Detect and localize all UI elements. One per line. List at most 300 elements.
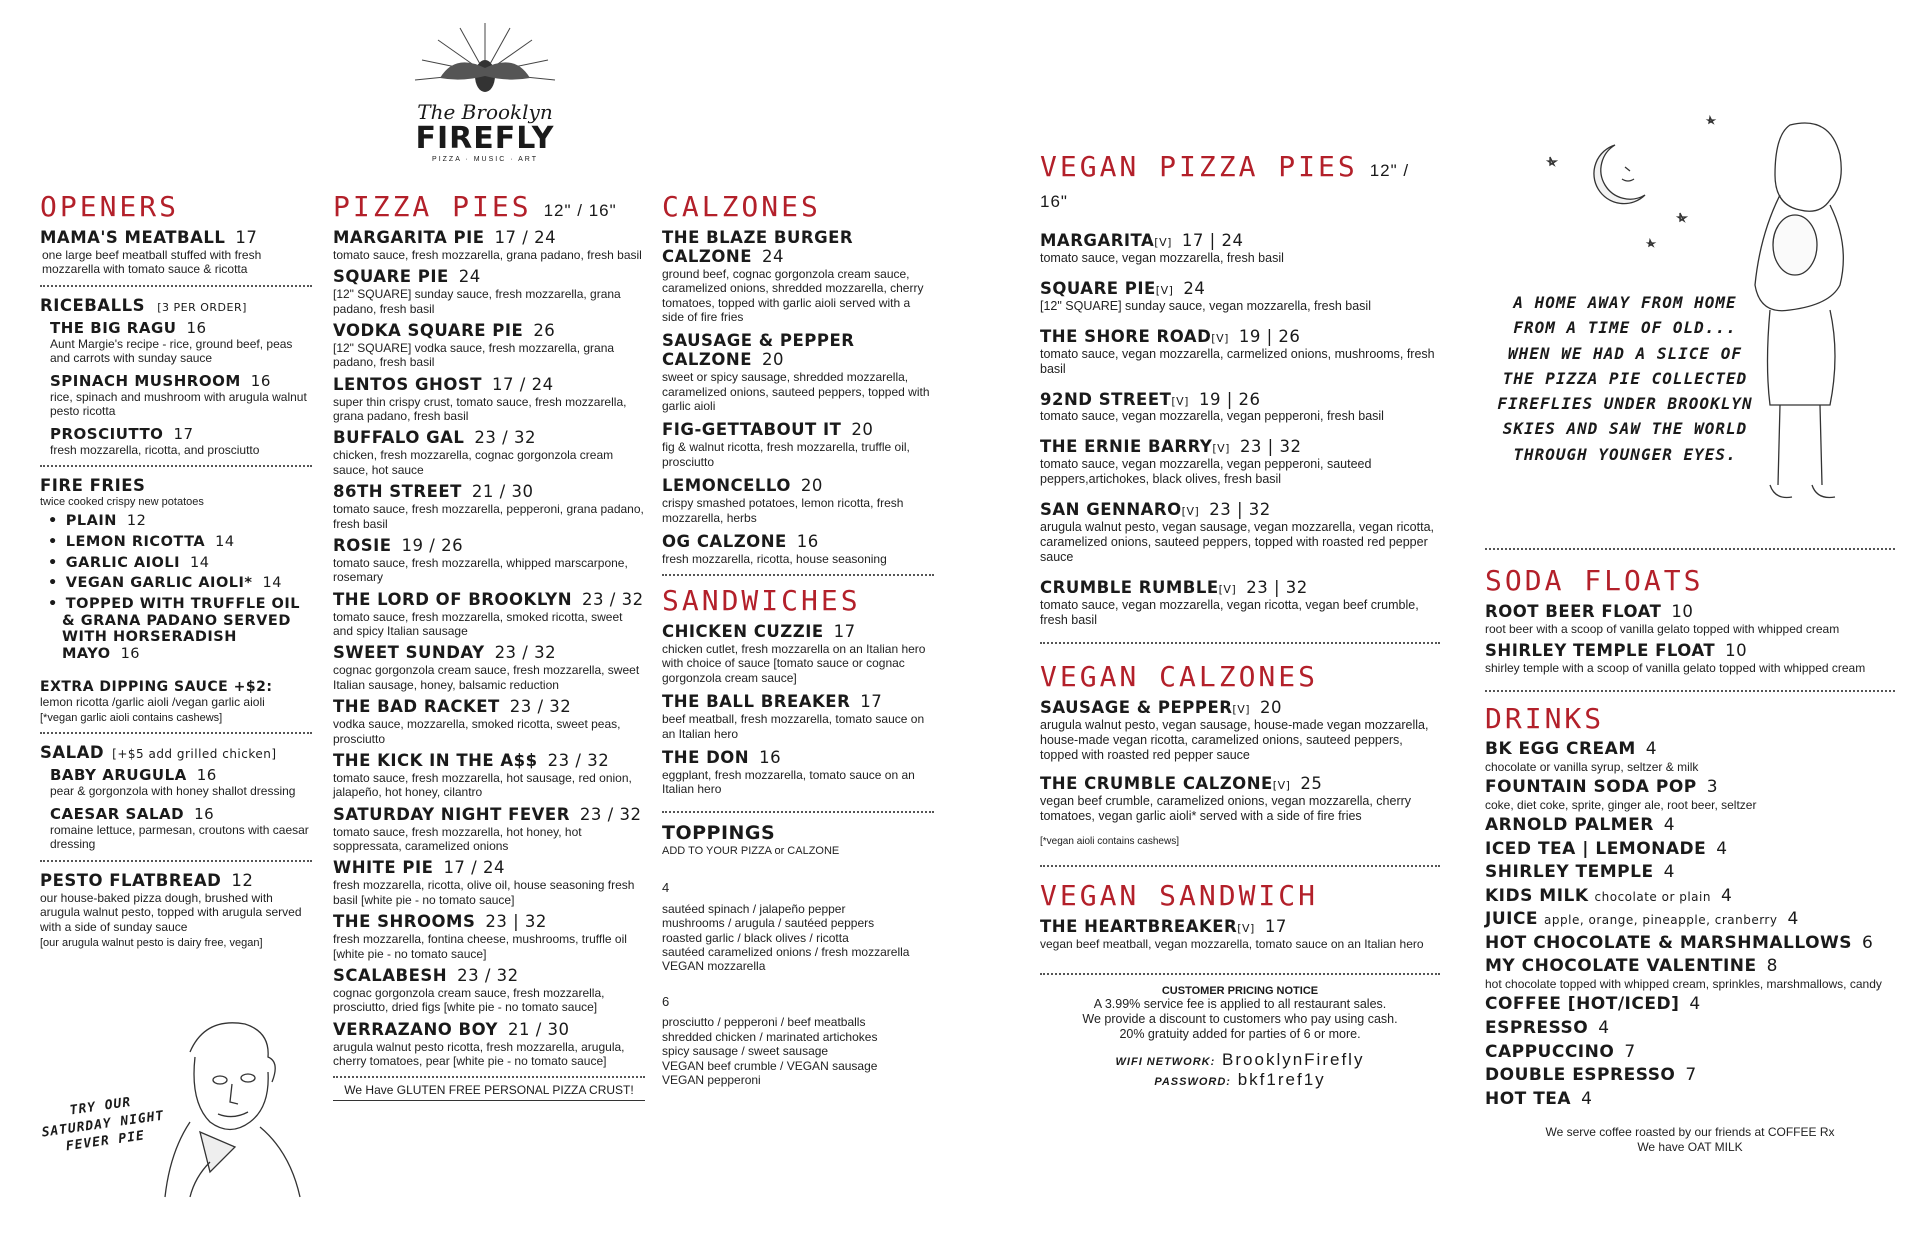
menu-item [333, 591, 645, 639]
item-price: 16 [194, 804, 215, 823]
pizza-sizes: 12" / 16" [543, 201, 617, 220]
toppings-price: 4 [662, 880, 670, 896]
item-name: THE SHROOMS [333, 912, 476, 932]
item-price: 17 [173, 424, 194, 443]
item-name: THE BAD RACKET [333, 697, 500, 717]
menu-item [1040, 328, 1440, 377]
item-price: 4 [1689, 994, 1701, 1015]
divider [40, 732, 312, 734]
item-name: THE CRUMBLE CALZONE [1040, 774, 1273, 794]
item-desc: super thin crispy crust, tomato sauce, fresh mozzarella, grana padano, fresh basil [333, 394, 627, 424]
item-desc: tomato sauce, fresh mozzarella, pepperoni, grana padano, fresh basil [333, 502, 644, 531]
menu-item [333, 644, 645, 692]
pizza-title [333, 192, 645, 223]
item-name: VODKA SQUARE PIE [333, 320, 524, 340]
item-price: 17 / 24 [494, 227, 557, 247]
item-tag: [V] [1232, 703, 1251, 717]
item-desc: one large beef meatball stuffed with fresh mozzarella with tomato sauce & ricotta [42, 247, 262, 277]
item-tag: [V] [1181, 505, 1200, 519]
item-desc: tomato sauce, fresh mozzarella, grana padano, fresh basil [333, 247, 642, 262]
item-name: SAN GENNARO [1040, 500, 1182, 520]
item-name: PROSCIUTTO [50, 424, 164, 443]
item-name: MARGARITA PIE [333, 227, 485, 247]
item-name: CHICKEN CUZZIE [662, 622, 824, 642]
item-price: 4 [1645, 739, 1658, 760]
item-desc: arugula walnut pesto ricotta, fresh mozzarella, arugula, cherry tomatoes, pear [white pie - no tomato sauce] [333, 1039, 625, 1069]
pricing-notice [1040, 985, 1440, 1090]
menu-item [333, 229, 645, 262]
item-price: 16 [186, 318, 207, 337]
man-sketch-icon [150, 1012, 310, 1202]
item-tag: [V] [1155, 283, 1174, 297]
item-name: 86TH STREET [333, 482, 462, 502]
menu-item [333, 537, 645, 585]
menu-item [333, 322, 645, 370]
firefly-logo-icon [400, 18, 570, 113]
item-desc: Aunt Margie's recipe - rice, ground beef, peas and carrots with sunday sauce [50, 336, 293, 366]
item-price: 24 [1183, 278, 1206, 298]
fries-heading: FIRE FRIES [40, 476, 146, 496]
item-name: ICED TEA | LEMONADE [1485, 838, 1707, 859]
floats-title: SODA FLOATS [1485, 564, 1704, 597]
menu-item [1485, 863, 1895, 883]
item-price: 24 [761, 246, 784, 266]
divider [1040, 642, 1440, 644]
item-name: MARGARITA [1040, 230, 1155, 250]
item-desc: cognac gorgonzola cream sauce, fresh mozzarella, prosciutto, dried figs [white pie - no tomato sauce] [333, 985, 605, 1015]
item-price: 16 [196, 766, 217, 785]
item-desc: sweet or spicy sausage, shredded mozzarella, caramelized onions, sauteed peppers, topped with garlic aioli [662, 370, 930, 414]
item-desc: tomato sauce, vegan mozzarella, vegan ricotta, vegan beef crumble, fresh basil [1040, 598, 1419, 628]
item-note: [our arugula walnut pesto is dairy free, vegan] [40, 937, 263, 950]
item-price: 23 / 32 [547, 750, 610, 770]
item-desc: crispy smashed potatoes, lemon ricotta, fresh mozzarella, herbs [662, 496, 904, 525]
item-desc: romaine lettuce, parmesan, croutons with caesar dressing [50, 823, 309, 852]
item-name: FIG-GETTABOUT IT [662, 420, 842, 440]
item-inline-desc: chocolate or plain [1594, 889, 1711, 904]
option-name: TOPPED WITH TRUFFLE OIL & GRANA PADANO SERVED WITH HORSERADISH MAYO [62, 596, 300, 663]
item-name: SWEET SUNDAY [333, 643, 485, 663]
item-name: MAMA'S MEATBALL [40, 227, 226, 247]
item-name: ROSIE [333, 535, 392, 555]
option-price: 14 [189, 554, 210, 571]
calzones-column [662, 192, 934, 1107]
item-price: 17 / 24 [443, 858, 505, 878]
item-name: COFFEE [HOT/ICED] [1485, 994, 1680, 1015]
divider [1485, 690, 1895, 692]
wifi-network: BrooklynFirefly [1222, 1050, 1365, 1070]
item-price: 23 | 32 [485, 912, 547, 932]
item-desc: arugula walnut pesto, vegan sausage, vegan mozzarella, vegan ricotta, caramelized onions, sauteed peppers, topped with roasted red pepper sauce [1040, 520, 1434, 565]
item-tag: [V] [1212, 442, 1230, 456]
salad-name: SALAD [40, 743, 105, 763]
item-name: SQUARE PIE [1040, 278, 1156, 298]
item-price: 21 / 30 [508, 1019, 570, 1039]
menu-item [333, 268, 645, 316]
menu-item [1485, 1019, 1895, 1039]
menu-item [1485, 603, 1895, 636]
logo-script: The Brooklyn [417, 100, 553, 124]
item-desc: [12" SQUARE] vodka sauce, fresh mozzarella, grana padano, fresh basil [333, 340, 615, 370]
dipping-note: [*vegan garlic aioli contains cashews] [40, 712, 223, 725]
vegan-sandwich-title: VEGAN SANDWICH [1040, 879, 1319, 913]
toppings-line: VEGAN pepperoni [662, 1073, 761, 1087]
menu-item [333, 913, 645, 961]
item-name: SHIRLEY TEMPLE [1485, 862, 1654, 883]
item-desc: vegan beef meatball, vegan mozzarella, tomato sauce on an Italian hero [1040, 936, 1424, 951]
vegan-aioli-note: [*vegan aioli contains cashews] [1040, 836, 1179, 848]
fries-desc: twice cooked crispy new potatoes [40, 496, 204, 509]
toppings-price: 6 [662, 993, 670, 1009]
item-price: 20 [1260, 698, 1283, 718]
item-desc: fig & walnut ricotta, fresh mozzarella, truffle oil, prosciutto [662, 440, 910, 469]
menu-item [333, 967, 645, 1015]
menu-item [1040, 775, 1440, 824]
divider [1485, 548, 1895, 550]
item-price: 17 [833, 622, 856, 642]
item-tag: [V] [1171, 394, 1189, 408]
item-name: FOUNTAIN SODA POP [1485, 777, 1697, 798]
item-name: SAUSAGE & PEPPER CALZONE [662, 331, 855, 370]
item-price: 10 [1671, 601, 1694, 621]
item-price: 23 | 32 [1246, 578, 1308, 598]
item-name: BK EGG CREAM [1485, 739, 1636, 760]
item-tag: [V] [1237, 921, 1255, 935]
option-name: LEMON RICOTTA [65, 534, 206, 551]
item-price: 7 [1685, 1065, 1697, 1086]
item-desc: beef meatball, fresh mozzarella, tomato sauce on an Italian hero [662, 712, 925, 741]
password-label: PASSWORD: [1154, 1076, 1231, 1089]
toppings-line: spicy sausage / sweet sausage [662, 1044, 829, 1059]
item-price: 4 [1598, 1017, 1610, 1038]
item-price: 4 [1720, 885, 1733, 906]
menu-item [1040, 918, 1440, 951]
menu-item [662, 533, 934, 566]
item-name: MY CHOCOLATE VALENTINE [1485, 956, 1757, 977]
menu-item [1485, 957, 1895, 991]
item-desc: ground beef, cognac gorgonzola cream sauce, caramelized onions, shredded mozzarella, cherry tomatoes, topped with garlic aioli served with a side of fire fries [662, 266, 924, 324]
item-name: THE KICK IN THE A$$ [333, 750, 538, 770]
menu-item [50, 373, 312, 419]
menu-item [662, 749, 934, 797]
vegan-column [1040, 152, 1440, 1090]
notice-title: CUSTOMER PRICING NOTICE [1161, 985, 1319, 998]
menu-item [1485, 1066, 1895, 1086]
item-name: CAESAR SALAD [50, 804, 185, 823]
menu-item [1040, 579, 1440, 628]
menu-item [662, 693, 934, 741]
item-desc: fresh mozzarella, ricotta, and prosciutto [50, 442, 260, 457]
item-price: 4 [1581, 1088, 1593, 1109]
item-desc: vegan beef crumble, caramelized onions, vegan mozzarella, cherry tomatoes, vegan garlic aioli* served with a side of fire fries [1040, 794, 1412, 824]
item-desc: our house-baked pizza dough, brushed with arugula walnut pesto, topped with arugula served with a side of sunday sauce [40, 890, 302, 934]
item-desc: chocolate or vanilla syrup, seltzer & milk [1485, 759, 1699, 774]
toppings-line: VEGAN beef crumble / VEGAN sausage [662, 1058, 878, 1073]
item-name: 92ND STREET [1040, 389, 1172, 409]
item-desc: arugula walnut pesto, vegan sausage, house-made vegan mozzarella, house-made vegan ricotta, caramelized onions, sauteed peppers, topped with roasted red pepper sauce [1040, 718, 1429, 763]
menu-item [1485, 934, 1895, 954]
menu-item [333, 752, 645, 800]
item-name: VERRAZANO BOY [333, 1019, 498, 1039]
item-price: 23 / 32 [509, 697, 572, 717]
menu-item [333, 483, 645, 531]
item-name: DOUBLE ESPRESSO [1485, 1065, 1676, 1086]
item-price: 21 / 30 [471, 482, 534, 502]
item-tag: [V] [1154, 235, 1172, 249]
item-name: THE BALL BREAKER [662, 692, 851, 712]
password-line [1040, 1070, 1440, 1090]
menu-item [1485, 642, 1895, 675]
item-name: BUFFALO GAL [333, 428, 465, 448]
option-price: 14 [262, 575, 282, 592]
item-desc: vodka sauce, mozzarella, smoked ricotta, sweet peas, prosciutto [333, 717, 621, 746]
item-price: 4 [1716, 838, 1728, 859]
toppings-group [662, 880, 934, 974]
pizza-title-text: PIZZA PIES [333, 190, 532, 223]
item-price: 25 [1300, 774, 1323, 794]
item-name: ROOT BEER FLOAT [1485, 601, 1662, 621]
item-name: THE DON [662, 747, 750, 767]
item-price: 17 [235, 227, 258, 247]
item-name: LENTOS GHOST [333, 374, 483, 394]
item-name: THE ERNIE BARRY [1040, 437, 1213, 457]
item-price: 17 | 24 [1181, 230, 1244, 250]
logo-wordmark: FIREFLY [415, 121, 555, 156]
item-desc: rice, spinach and mushroom with arugula walnut pesto ricotta [50, 389, 307, 419]
toppings-sub: ADD TO YOUR PIZZA or CALZONE [662, 844, 840, 857]
toppings-title: TOPPINGS [662, 821, 776, 844]
menu-item [333, 859, 645, 907]
drinks-column [1485, 540, 1895, 1154]
menu-item [1485, 887, 1895, 907]
item-tag: [V] [1218, 583, 1237, 597]
menu-item [1485, 1090, 1895, 1110]
item-desc: root beer with a scoop of vanilla gelato topped with whipped cream [1485, 621, 1840, 636]
notice-line: We provide a discount to customers who pay using cash. [1082, 1012, 1398, 1027]
divider [1040, 973, 1440, 975]
menu-item [1485, 840, 1895, 860]
item-desc: eggplant, fresh mozzarella, tomato sauce on an Italian hero [662, 767, 915, 797]
option-name: VEGAN GARLIC AIOLI* [65, 575, 253, 592]
menu-item [40, 229, 312, 277]
drinks-title: DRINKS [1485, 701, 1605, 735]
menu-item [662, 229, 934, 325]
menu-item [662, 332, 934, 413]
divider [662, 574, 934, 576]
menu-item [1485, 816, 1895, 836]
item-price: 4 [1663, 862, 1675, 883]
menu-item [1040, 501, 1440, 565]
item-price: 23 | 32 [1239, 437, 1302, 457]
item-desc: shirley temple with a scoop of vanilla gelato topped with whipped cream [1485, 661, 1866, 676]
menu-item [40, 872, 312, 949]
item-price: 16 [250, 371, 271, 390]
option-name: GARLIC AIOLI [65, 554, 180, 571]
option-price: 16 [120, 646, 141, 663]
menu-item [1040, 280, 1440, 314]
vegan-calzones-title: VEGAN CALZONES [1040, 660, 1319, 694]
divider [40, 285, 312, 287]
gluten-free-note: We Have GLUTEN FREE PERSONAL PIZZA CRUST! [333, 1076, 645, 1101]
item-desc: chicken, fresh mozzarella, cognac gorgonzola cream sauce, hot sauce [333, 448, 614, 477]
menu-item [50, 767, 312, 799]
wifi-line [1040, 1050, 1440, 1070]
menu-item [1485, 1043, 1895, 1063]
logo-tagline: PIZZA · MUSIC · ART [432, 156, 538, 163]
fries-option [62, 555, 312, 572]
item-desc: fresh mozzarella, ricotta, house seasoning [662, 551, 887, 566]
menu-item [333, 376, 645, 424]
item-desc: [12" SQUARE] sunday sauce, fresh mozzarella, grana padano, fresh basil [333, 287, 621, 316]
item-desc: [12" SQUARE] sunday sauce, vegan mozzarella, fresh basil [1040, 298, 1371, 313]
item-price: 20 [800, 476, 823, 496]
item-price: 20 [851, 420, 874, 440]
oat-milk-note: We have OAT MILK [1637, 1139, 1743, 1154]
item-name: THE LORD OF BROOKLYN [333, 589, 573, 609]
item-name: HOT TEA [1485, 1088, 1572, 1109]
divider [40, 465, 312, 467]
item-price: 7 [1624, 1041, 1636, 1062]
item-tag: [V] [1211, 331, 1229, 345]
item-desc: tomato sauce, vegan mozzarella, carmelized onions, mushrooms, fresh basil [1040, 346, 1435, 376]
openers-title: OPENERS [40, 190, 180, 223]
riceballs-name: RICEBALLS [40, 295, 145, 315]
item-desc: fresh mozzarella, fontina cheese, mushrooms, truffle oil [white pie - no tomato sauce] [333, 932, 627, 961]
option-name: PLAIN [65, 513, 117, 530]
item-desc: tomato sauce, fresh mozzarella, smoked ricotta, sweet and spicy Italian sausage [333, 609, 623, 639]
item-price: 6 [1862, 932, 1874, 953]
item-price: 17 / 24 [492, 374, 554, 394]
menu-item [1485, 995, 1895, 1015]
fries-option [62, 534, 312, 551]
item-price: 16 [796, 531, 819, 551]
menu-item [1485, 778, 1895, 812]
logo [400, 18, 570, 163]
item-desc: tomato sauce, vegan mozzarella, vegan pepperoni, sauteed peppers,artichokes, black olives, fresh basil [1040, 457, 1372, 487]
item-name: THE BIG RAGU [50, 318, 177, 337]
item-price: 19 | 26 [1198, 389, 1261, 409]
menu-item [1485, 740, 1895, 774]
item-name: OG CALZONE [662, 531, 787, 551]
item-name: WHITE PIE [333, 858, 434, 878]
item-name: PESTO FLATBREAD [40, 870, 222, 890]
toppings-group [662, 994, 934, 1088]
item-price: 26 [533, 320, 556, 340]
coffee-note [1485, 1125, 1895, 1154]
item-name: ARNOLD PALMER [1485, 815, 1654, 836]
riceballs-note: [3 PER ORDER] [157, 300, 247, 314]
notice-line: 20% gratuity added for parties of 6 or more. [1119, 1027, 1361, 1042]
item-price: 23 / 32 [457, 965, 519, 985]
item-desc: chicken cutlet, fresh mozzarella on an Italian hero with choice of sauce [tomato sauce or cognac gorgonzola cream sauce] [662, 642, 926, 685]
item-price: 23 | 32 [1209, 500, 1271, 520]
item-price: 19 / 26 [401, 535, 464, 555]
menu-item [662, 421, 934, 469]
dipping-desc: lemon ricotta /garlic aioli /vegan garlic aioli [40, 694, 265, 709]
toppings-line: sautéed spinach / jalapeño pepper [662, 901, 846, 916]
toppings-line: mushrooms / arugula / sautéed peppers [662, 916, 875, 931]
item-inline-desc: apple, orange, pineapple, cranberry [1544, 913, 1778, 928]
menu-item [1040, 232, 1440, 266]
item-desc: cognac gorgonzola cream sauce, fresh mozzarella, sweet Italian sausage, honey, balsamic reduction [333, 663, 640, 692]
item-name: SATURDAY NIGHT FEVER [333, 804, 570, 824]
menu-item [333, 429, 645, 477]
item-tag: [V] [1272, 779, 1291, 793]
item-name: SHIRLEY TEMPLE FLOAT [1485, 641, 1716, 661]
item-name: LEMONCELLO [662, 476, 791, 496]
item-price: 23 / 32 [474, 428, 536, 448]
toppings-line: roasted garlic / black olives / ricotta [662, 930, 849, 945]
item-price: 24 [458, 267, 481, 287]
item-name: THE BLAZE BURGER CALZONE [662, 227, 854, 266]
menu-item [1040, 391, 1440, 425]
divider [662, 811, 934, 813]
item-price: 4 [1663, 815, 1676, 836]
item-name: CRUMBLE RUMBLE [1040, 578, 1219, 598]
menu-item [50, 806, 312, 852]
pizza-column [333, 192, 645, 1101]
toppings-line: sautéed caramelized onions / fresh mozzarella [662, 945, 910, 960]
notice-line: A 3.99% service fee is applied to all restaurant sales. [1093, 997, 1387, 1012]
riceballs-heading [40, 297, 312, 316]
divider [1040, 865, 1440, 867]
toppings-line: shredded chicken / marinated artichokes [662, 1029, 878, 1044]
item-price: 16 [759, 747, 782, 767]
item-name: ESPRESSO [1485, 1017, 1589, 1038]
menu-item [333, 1021, 645, 1069]
menu-item [1040, 438, 1440, 487]
man-eating-pizza-illustration [150, 1012, 310, 1202]
sandwiches-title: SANDWICHES [662, 584, 861, 618]
toppings-line: prosciutto / pepperoni / beef meatballs [662, 1015, 866, 1030]
fever-pie-caption: TRY OUR SATURDAY NIGHT FEVER PIE [40, 1094, 166, 1155]
fries-option [62, 575, 312, 592]
menu-item [1040, 699, 1440, 763]
vegan-pizza-title [1040, 152, 1440, 214]
wifi-password: bkf1ref1y [1237, 1070, 1326, 1090]
item-name: HOT CHOCOLATE & MARSHMALLOWS [1485, 932, 1853, 953]
item-name: SCALABESH [333, 965, 448, 985]
vegan-pizza-title-text: VEGAN PIZZA PIES [1040, 150, 1358, 183]
openers-column [40, 192, 312, 956]
item-desc: pear & gorgonzola with honey shallot dressing [50, 784, 296, 799]
item-price: 4 [1787, 909, 1799, 930]
menu-item [50, 426, 312, 458]
item-name: SAUSAGE & PEPPER [1040, 698, 1233, 718]
menu-item [662, 477, 934, 525]
item-desc: tomato sauce, vegan mozzarella, vegan pepperoni, fresh basil [1040, 409, 1384, 424]
item-desc: tomato sauce, fresh mozzarella, hot sausage, red onion, jalapeño, hot honey, cilantro [333, 770, 632, 800]
item-name: SQUARE PIE [333, 267, 449, 287]
item-desc: tomato sauce, vegan mozzarella, fresh basil [1040, 250, 1284, 265]
item-name: BABY ARUGULA [50, 766, 187, 785]
item-price: 12 [231, 870, 254, 890]
calzones-title: CALZONES [662, 190, 821, 223]
item-name: THE HEARTBREAKER [1040, 916, 1238, 936]
menu-item [333, 806, 645, 854]
item-desc: fresh mozzarella, ricotta, olive oil, house seasoning fresh basil [white pie - no tomato sauce] [333, 878, 635, 907]
item-price: 23 / 32 [494, 643, 557, 663]
salad-note: [+$5 add grilled chicken] [112, 747, 277, 762]
item-desc: tomato sauce, fresh mozzarella, whipped marscarpone, rosemary [333, 555, 628, 585]
home-away-tagline: A HOME AWAY FROM HOME FROM A TIME OF OLD... WHEN WE HAD A SLICE OF THE PIZZA PIE COLLECTED FIREFLIES UNDER BROOKLYN SKIES AND SAW THE WORLD THROUGH YOUNGER EYES. [1497, 293, 1753, 464]
item-name: CAPPUCCINO [1485, 1041, 1615, 1062]
wifi-label: WIFI NETWORK: [1115, 1056, 1216, 1069]
fries-option [62, 596, 312, 663]
item-price: 8 [1766, 956, 1778, 977]
item-name: SPINACH MUSHROOM [50, 371, 241, 390]
item-price: 10 [1725, 641, 1748, 661]
